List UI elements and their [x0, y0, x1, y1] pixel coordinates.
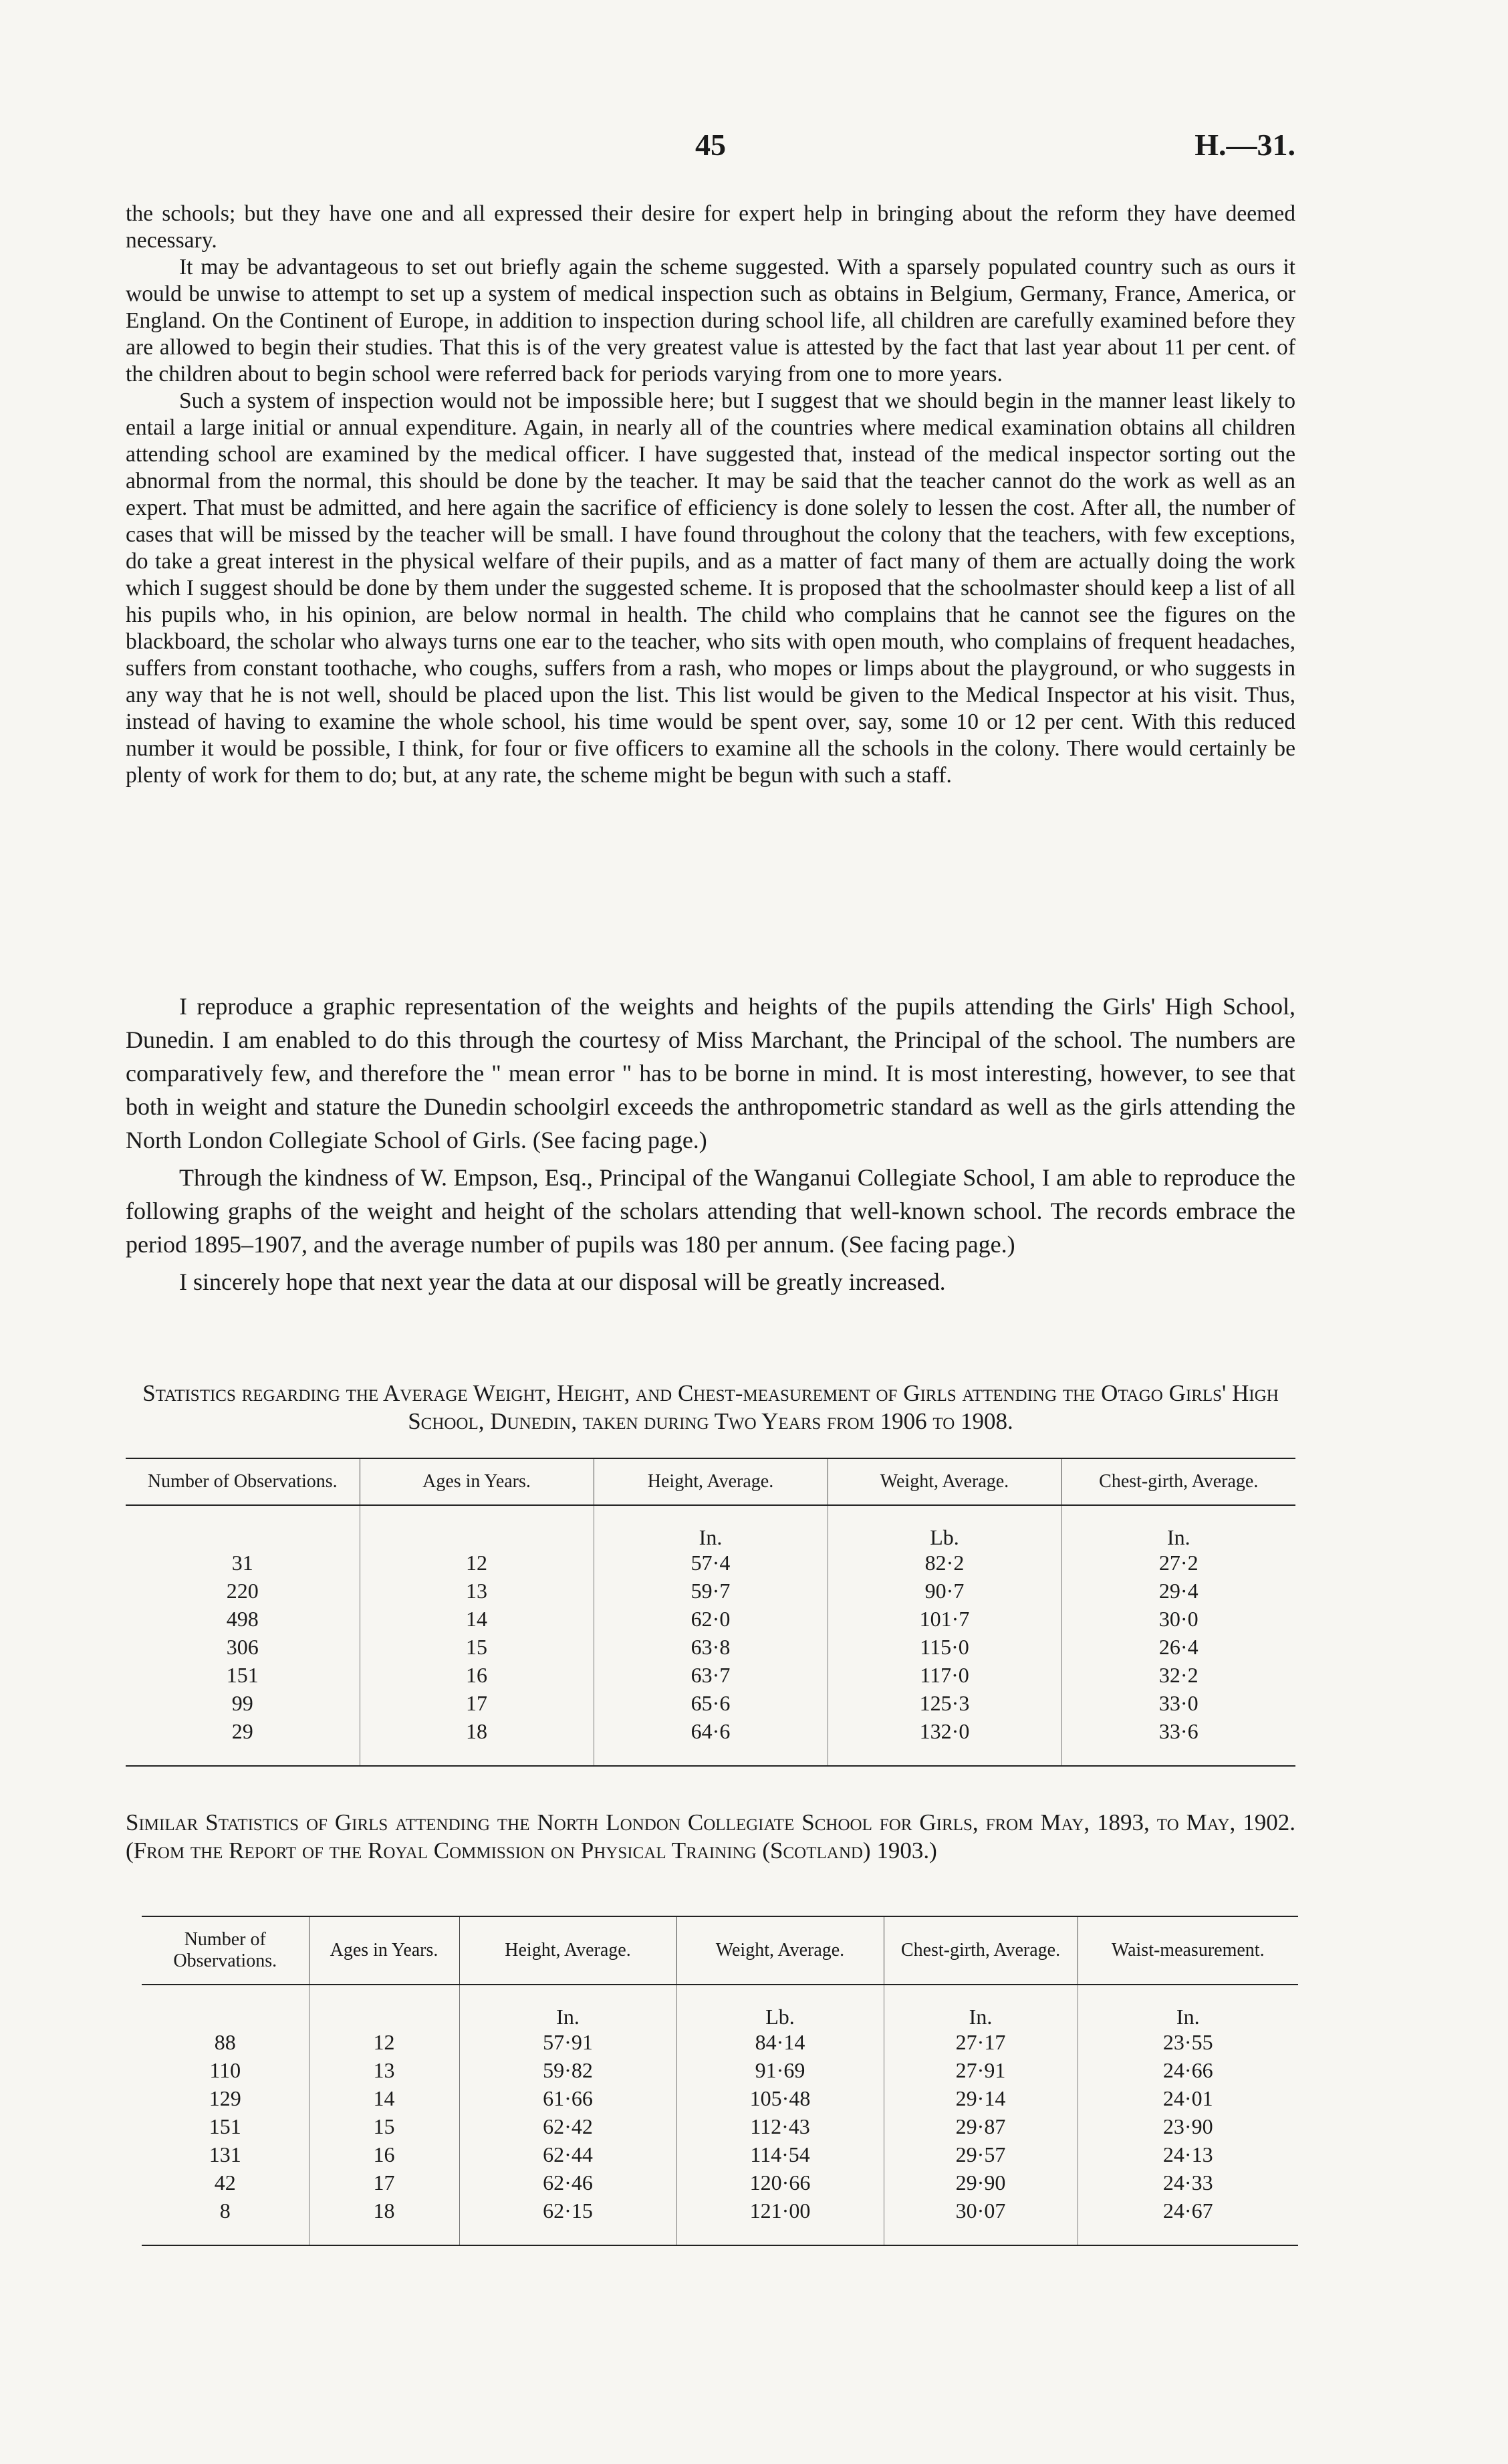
- table-cell: 63·7: [594, 1661, 828, 1689]
- paragraph: the schools; but they have one and all expressed their desire for expert help in bringing about the reform they have deemed necessary.: [126, 201, 1295, 253]
- table-cell: 105·48: [676, 2084, 884, 2112]
- table-row: [126, 1717, 1295, 1766]
- table-cell: 29·57: [884, 2140, 1078, 2168]
- unit-cell: In.: [594, 1505, 828, 1549]
- table-cell: 88: [214, 2030, 236, 2054]
- table-cell: 27·91: [884, 2056, 1078, 2084]
- table-cell: 82·2: [828, 1549, 1061, 1577]
- column-header: Weight, Average.: [676, 1916, 884, 1985]
- table-cell: 90·7: [828, 1577, 1061, 1605]
- table-cell: 59·7: [594, 1577, 828, 1605]
- table-row: [126, 1661, 1295, 1689]
- page-header: [126, 127, 1295, 167]
- unit-cell: In.: [1078, 1985, 1298, 2028]
- table-cell: 29·87: [884, 2112, 1078, 2140]
- table-cell: 61·66: [459, 2084, 676, 2112]
- table-cell: 498: [226, 1607, 259, 1631]
- table-cell: 16: [309, 2140, 459, 2168]
- table-cell: 14: [360, 1605, 594, 1633]
- table-cell: 62·44: [459, 2140, 676, 2168]
- column-header: Weight, Average.: [828, 1458, 1061, 1505]
- table-cell: 16: [360, 1661, 594, 1689]
- table-cell: 64·6: [594, 1717, 828, 1766]
- table-cell: 129: [209, 2086, 241, 2110]
- column-header: Ages in Years.: [360, 1458, 594, 1505]
- table-cell: 62·15: [459, 2197, 676, 2245]
- table-row: [126, 1605, 1295, 1633]
- column-header: Height, Average.: [594, 1458, 828, 1505]
- table-cell: 18: [309, 2197, 459, 2245]
- table-cell: 26·4: [1061, 1633, 1295, 1661]
- table-cell: 65·6: [594, 1689, 828, 1717]
- table-cell: 29·14: [884, 2084, 1078, 2112]
- table-row: [126, 1633, 1295, 1661]
- table-row: [142, 2084, 1298, 2112]
- table-cell: 62·42: [459, 2112, 676, 2140]
- table-cell: 62·0: [594, 1605, 828, 1633]
- column-header: Number of Observations.: [126, 1458, 360, 1505]
- table-cell: 15: [309, 2112, 459, 2140]
- unit-cell: In.: [884, 1985, 1078, 2028]
- table-cell: 15: [360, 1633, 594, 1661]
- paragraph: Through the kindness of W. Empson, Esq., Principal of the Wanganui Collegiate School, I am able to reproduce the following graphs of the weight and height of the scholars attending that well-known school. The records embrace the period 1895–1907, and the average number of pupils was 180 per annum. (See facing page.): [126, 1164, 1295, 1258]
- table-cell: 17: [360, 1689, 594, 1717]
- table-cell: 117·0: [828, 1661, 1061, 1689]
- table-row: [142, 2140, 1298, 2168]
- table-cell: 33·6: [1061, 1717, 1295, 1766]
- table-cell: 29·90: [884, 2168, 1078, 2197]
- paragraph: I reproduce a graphic representation of the weights and heights of the pupils attending the Girls' High School, Dunedin. I am enabled to do this through the courtesy of Miss Marchant, the Principal of the school. The numbers are comparatively few, and therefore the " mean error " has to be borne in mind. It is most interesting, however, to see that both in weight and stature the Dunedin schoolgirl exceeds the anthropometric standard as well as the girls attending the North London Collegiate School of Girls. (See facing page.): [126, 993, 1295, 1153]
- unit-cell: [360, 1505, 594, 1549]
- paragraph: I sincerely hope that next year the data at our disposal will be greatly increased.: [179, 1268, 946, 1295]
- table-cell: 131: [209, 2142, 241, 2166]
- table-row: [126, 1549, 1295, 1577]
- column-header: Chest-girth, Average.: [884, 1916, 1078, 1985]
- column-header: Waist-measurement.: [1078, 1916, 1298, 1985]
- table-cell: 220: [226, 1579, 259, 1603]
- table-cell: 12: [360, 1549, 594, 1577]
- table-cell: 42: [214, 2170, 236, 2195]
- unit-cell: [309, 1985, 459, 2028]
- table-header-row: [126, 1458, 1295, 1505]
- table-cell: 120·66: [676, 2168, 884, 2197]
- unit-cell: [142, 1985, 309, 2028]
- column-header: Chest-girth, Average.: [1061, 1458, 1295, 1505]
- table-cell: 132·0: [828, 1717, 1061, 1766]
- body-text-section-2: [126, 990, 1295, 1303]
- unit-cell: In.: [459, 1985, 676, 2028]
- table-row: [126, 1577, 1295, 1605]
- table-row: [142, 2028, 1298, 2056]
- table-cell: 63·8: [594, 1633, 828, 1661]
- table-cell: 121·00: [676, 2197, 884, 2245]
- table-cell: 17: [309, 2168, 459, 2197]
- table-cell: 23·55: [1078, 2028, 1298, 2056]
- unit-cell: In.: [1061, 1505, 1295, 1549]
- table-cell: 151: [209, 2114, 241, 2138]
- table2-container: [142, 1916, 1298, 2246]
- table-cell: 13: [360, 1577, 594, 1605]
- table-cell: 29·4: [1061, 1577, 1295, 1605]
- table-cell: 91·69: [676, 2056, 884, 2084]
- column-header: Ages in Years.: [309, 1916, 459, 1985]
- table-cell: 8: [219, 2199, 231, 2223]
- column-header: Height, Average.: [459, 1916, 676, 1985]
- paragraph: It may be advantageous to set out briefly again the scheme suggested. With a sparsely populated country such as ours it would be unwise to attempt to set up a system of medical inspection such as obtains in Belgium, Germany, France, America, or England. On the Continent of Europe, in addition to inspection during school life, all children are carefully examined before they are allowed to begin their studies. That this is of the very greatest value is attested by the fact that last year about 11 per cent. of the children about to begin school were referred back for periods varying from one to more years.: [126, 255, 1295, 386]
- table-cell: 306: [226, 1635, 259, 1659]
- table-row: [126, 1689, 1295, 1717]
- table-cell: 27·17: [884, 2028, 1078, 2056]
- table-cell: 151: [226, 1663, 259, 1687]
- table-cell: 29: [231, 1719, 253, 1743]
- north-london-statistics-table: [142, 1916, 1298, 2246]
- column-header: Number of Observations.: [142, 1916, 309, 1985]
- table-cell: 31: [231, 1551, 253, 1575]
- table-row: [142, 2056, 1298, 2084]
- unit-cell: Lb.: [676, 1985, 884, 2028]
- table-cell: 24·66: [1078, 2056, 1298, 2084]
- table-cell: 115·0: [828, 1633, 1061, 1661]
- document-reference: H.—31.: [1195, 128, 1295, 162]
- table-cell: 27·2: [1061, 1549, 1295, 1577]
- unit-cell: [126, 1505, 360, 1549]
- table-cell: 24·13: [1078, 2140, 1298, 2168]
- table-cell: 57·4: [594, 1549, 828, 1577]
- otago-statistics-table: [126, 1458, 1295, 1767]
- table-cell: 24·67: [1078, 2197, 1298, 2245]
- table-cell: 18: [360, 1717, 594, 1766]
- table-cell: 59·82: [459, 2056, 676, 2084]
- table-cell: 33·0: [1061, 1689, 1295, 1717]
- table-row: [142, 2197, 1298, 2245]
- table-cell: 30·0: [1061, 1605, 1295, 1633]
- table-cell: 84·14: [676, 2028, 884, 2056]
- table1-caption: Statistics regarding the Average Weight, Height, and Chest-measurement of Girls attending the Otago Girls' High School, Dunedin, taken during Two Years from 1906 to 1908.: [142, 1380, 1279, 1434]
- table-cell: 12: [309, 2028, 459, 2056]
- units-row: [142, 1985, 1298, 2028]
- table1-container: [126, 1458, 1295, 1767]
- table-cell: 24·33: [1078, 2168, 1298, 2197]
- table-cell: 30·07: [884, 2197, 1078, 2245]
- unit-cell: Lb.: [828, 1505, 1061, 1549]
- table-cell: 62·46: [459, 2168, 676, 2197]
- table-cell: 57·91: [459, 2028, 676, 2056]
- table-cell: 99: [231, 1691, 253, 1715]
- table2-caption: Similar Statistics of Girls attending the North London Collegiate School for Girls, from May, 1893, to May, 1902. (From the Report of the Royal Commission on Physical Training (Scotland) 1903.): [126, 1809, 1295, 1864]
- table-cell: 24·01: [1078, 2084, 1298, 2112]
- table-row: [142, 2112, 1298, 2140]
- table-cell: 32·2: [1061, 1661, 1295, 1689]
- table-cell: 110: [209, 2058, 241, 2082]
- table-cell: 23·90: [1078, 2112, 1298, 2140]
- page-number: 45: [695, 128, 726, 162]
- paragraph: Such a system of inspection would not be impossible here; but I suggest that we should begin in the manner least likely to entail a large initial or annual expenditure. Again, in nearly all of the countries where medical examination obtains all children attending school are examined by the medical officer. I have suggested that, instead of the medical inspector sorting out the abnormal from the normal, this should be done by the teacher. It may be said that the teacher cannot do the work as well as an expert. That must be admitted, and here again the sacrifice of efficiency is done solely to lessen the cost. After all, the number of cases that will be missed by the teacher will be small. I have found throughout the colony that the teachers, with few exceptions, do take a great interest in the physical welfare of their pupils, and as a matter of fact many of them are actually doing the work which I suggest should be done by them under the suggested scheme. It is proposed that the schoolmaster should keep a list of all his pupils who, in his opinion, are below normal in health. The child who complains that he cannot see the figures on the blackboard, the scholar who always turns one ear to the teacher, who sits with open mouth, who complains of frequent headaches, suffers from constant toothache, who coughs, suffers from a rash, who mopes or limps about the playground, or who suggests in any way that he is not well, should be placed upon the list. This list would be given to the Medical Inspector at his visit. Thus, instead of having to examine the whole school, his time would be spent over, say, some 10 or 12 per cent. With this reduced number it would be possible, I think, for four or five officers to examine all the schools in the colony. There would certainly be plenty of work for them to do; but, at any rate, the scheme might be begun with such a staff.: [126, 388, 1295, 788]
- table-cell: 101·7: [828, 1605, 1061, 1633]
- units-row: [126, 1505, 1295, 1549]
- table-row: [142, 2168, 1298, 2197]
- table-cell: 14: [309, 2084, 459, 2112]
- table-cell: 13: [309, 2056, 459, 2084]
- table-header-row: [142, 1916, 1298, 1985]
- table-cell: 112·43: [676, 2112, 884, 2140]
- table-cell: 125·3: [828, 1689, 1061, 1717]
- table-cell: 114·54: [676, 2140, 884, 2168]
- body-text-section-1: [126, 201, 1295, 789]
